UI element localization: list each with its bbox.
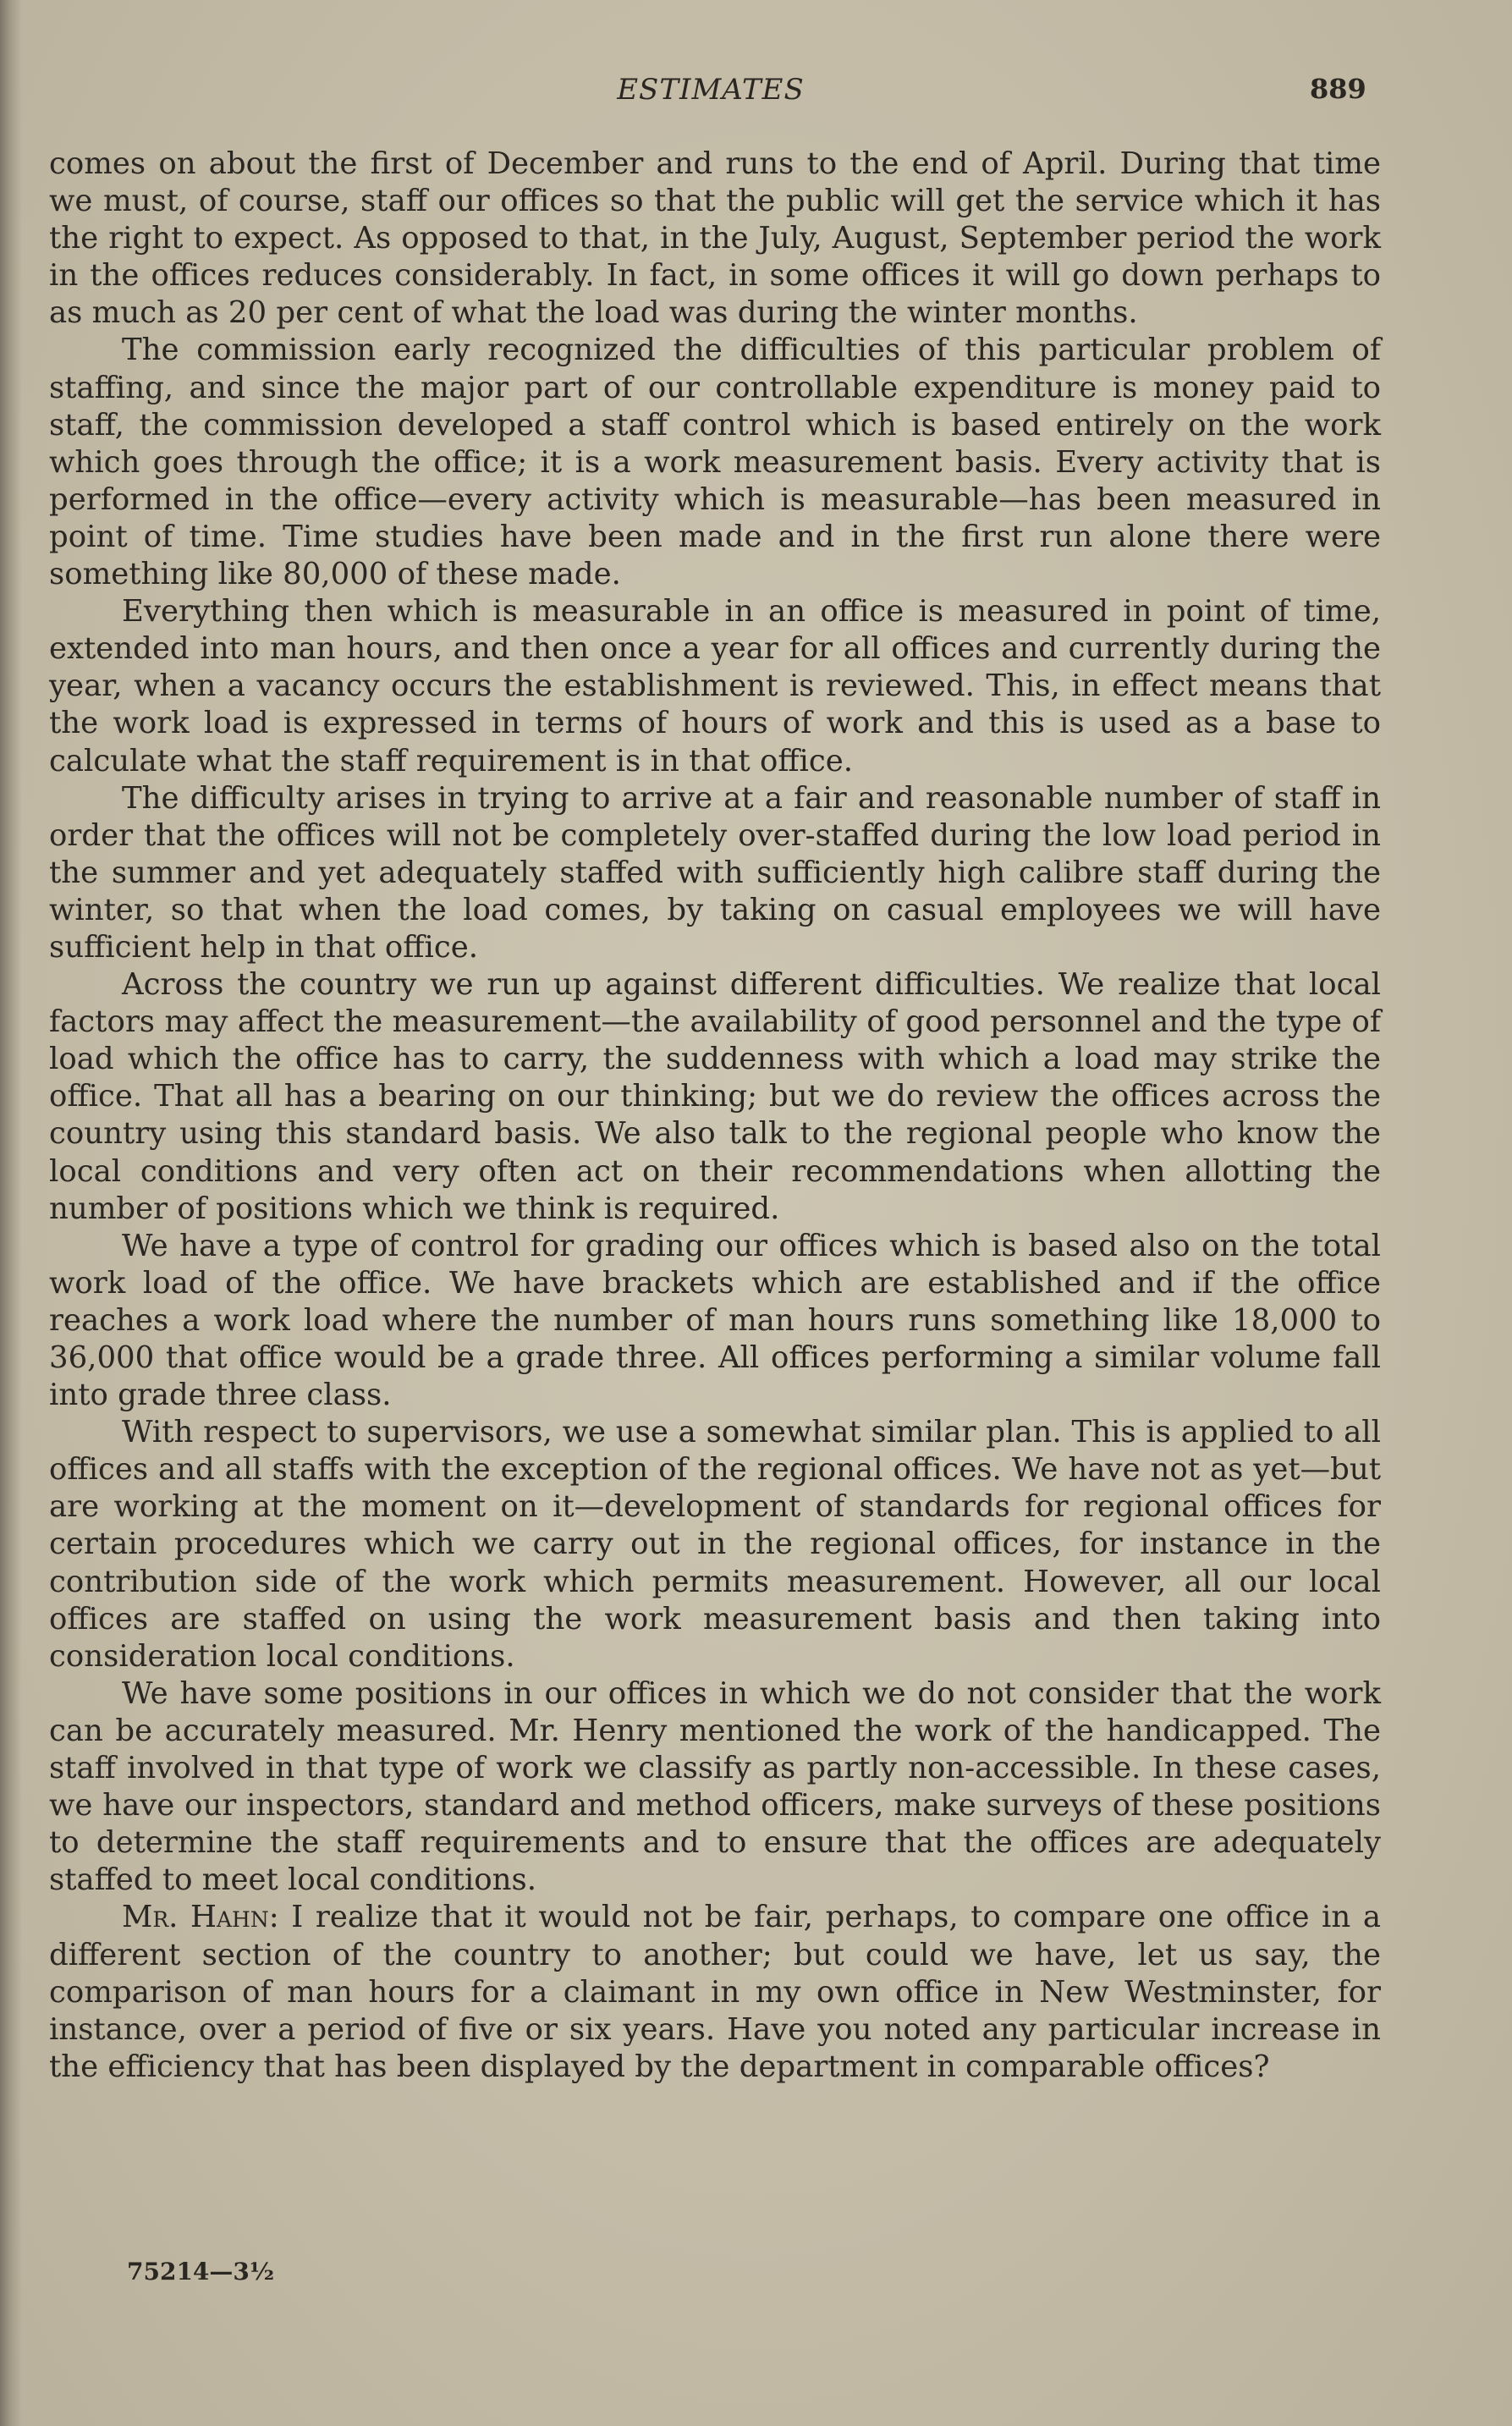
- paragraph-3: Everything then which is measurable in an office is measured in point of time, extended into man hours, and then once a year for all offices and currently during the year, when a vacancy occurs the establishment is reviewed. This, in effect means that the work load is expressed in terms of hours of work and this is used as a base to calculate what the staff requirement is in that office.: [49, 594, 1381, 778]
- paragraph-4: The difficulty arises in trying to arrive at a fair and reasonable number of staff in order that the offices will not be completely over-staffed during the low load period in the summer and yet adequately staffed with sufficiently high calibre staff during the winter, so that when the load comes, by taking on casual employees we will have sufficient help in that office.: [49, 780, 1381, 965]
- paragraph-7: With respect to supervisors, we use a somewhat similar plan. This is applied to all offices and all staffs with the exception of the regional offices. We have not as yet—but are working at the moment on it—development of standards for regional offices for certain procedures which we carry out in the regional offices, for instance in the contribution side of the work which permits measurement. However, all our local offices are staffed on using the work measurement basis and then taking into consideration local conditions.: [49, 1415, 1381, 1674]
- body-text: [49, 146, 1381, 2086]
- running-head: [0, 73, 1512, 124]
- speaker-name: Mr. Hahn:: [122, 1900, 279, 1935]
- printer-code: 75214—3½: [127, 2258, 275, 2286]
- paragraph-2: The commission early recognized the difficulties of this particular problem of staffing, and since the major part of our controllable expenditure is money paid to staff, the commission developed a staff control which is based entirely on the work which goes through the office; it is a work measurement basis. Every activity that is performed in the office—every activity which is measurable—has been measured in point of time. Time studies have been made and in the first run alone there were something like 80,000 of these made.: [49, 333, 1381, 592]
- paragraph-1: comes on about the first of December and runs to the end of April. During that time we must, of course, staff our offices so that the public will get the service which it has the right to expect. As opposed to that, in the July, August, September period the work in the offices reduces considerably. In fact, in some offices it will go down perhaps to as much as 20 per cent of what the load was during the winter months.: [49, 146, 1381, 331]
- paragraph-9: [49, 1899, 1381, 2085]
- running-head-title: ESTIMATES: [617, 73, 805, 107]
- speaker-question: I realize that it would not be fair, perhaps, to compare one office in a different section of the country to another; but could we have, let us say, the comparison of man hours for a claimant in my own office in New Westminster, for instance, over a period of five or six years. Have you noted any particular increase in the efficiency that has been displayed by the department in comparable offices?: [49, 1900, 1381, 2084]
- paragraph-6: We have a type of control for grading our offices which is based also on the total work load of the office. We have brackets which are established and if the office reaches a work load where the number of man hours runs something like 18,000 to 36,000 that office would be a grade three. All offices performing a similar volume fall into grade three class.: [49, 1228, 1381, 1413]
- binding-edge-shadow: [0, 0, 22, 2426]
- page-number: 889: [1310, 73, 1366, 105]
- paragraph-5: Across the country we run up against different difficulties. We realize that local factors may affect the measurement—the availability of good personnel and the type of load which the office has to carry, the suddenness with which a load may strike the office. That all has a bearing on our thinking; but we do review the offices across the country using this standard basis. We also talk to the regional people who know the local conditions and very often act on their recommendations when allotting the number of positions which we think is required.: [49, 967, 1381, 1226]
- paragraph-8: We have some positions in our offices in which we do not consider that the work can be accurately measured. Mr. Henry mentioned the work of the handicapped. The staff involved in that type of work we classify as partly non-accessible. In these cases, we have our inspectors, standard and method officers, make surveys of these positions to determine the staff requirements and to ensure that the offices are adequately staffed to meet local conditions.: [49, 1675, 1381, 1898]
